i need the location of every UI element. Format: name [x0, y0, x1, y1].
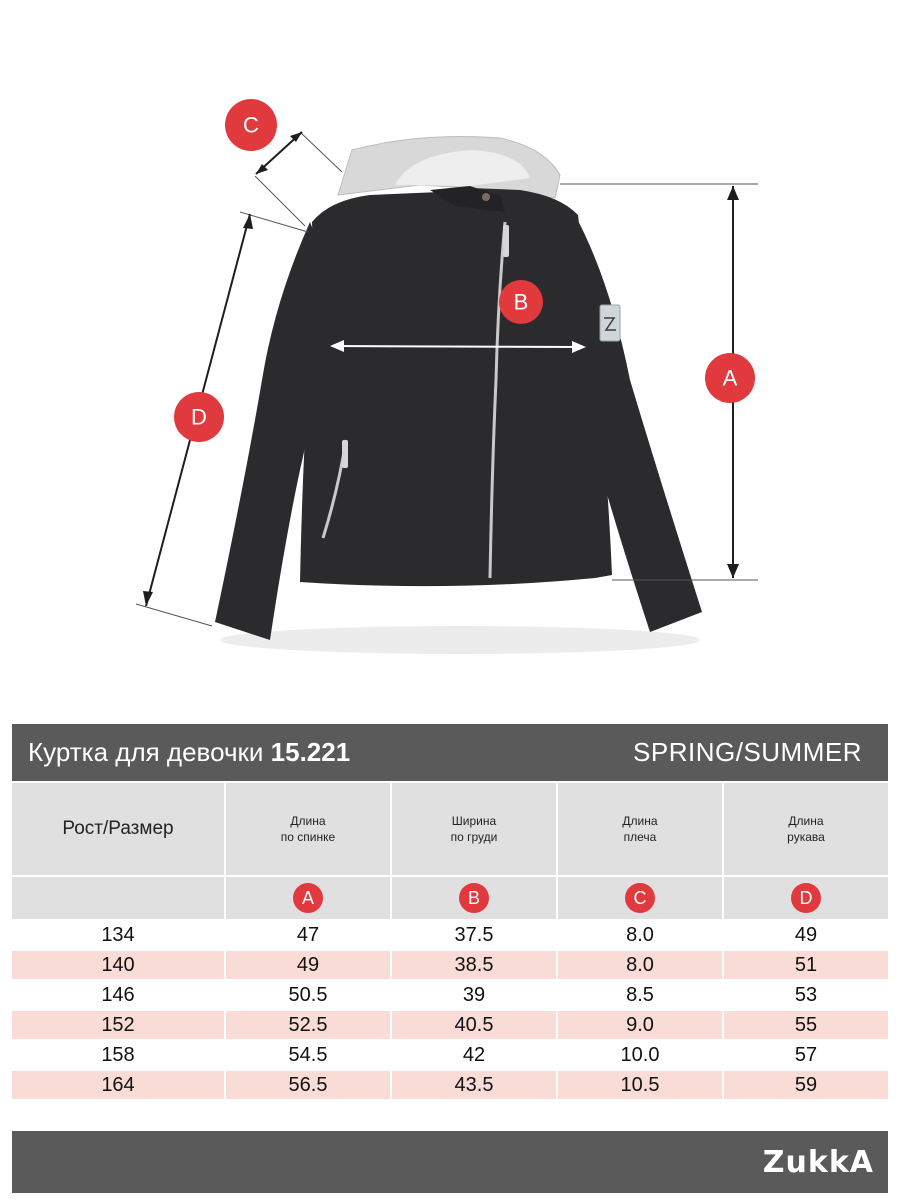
badge-a: A — [293, 883, 323, 913]
size-cell: 134 — [12, 921, 224, 949]
value-cell: 8.5 — [558, 981, 722, 1009]
size-chart-table — [12, 783, 888, 1099]
table-marker-row — [12, 877, 888, 919]
dim-c-extension-top — [300, 132, 342, 172]
dim-d-arrow-end — [143, 591, 153, 606]
table-row — [12, 1011, 888, 1039]
column-header-sleeve-length — [724, 783, 888, 875]
badge-c: C — [625, 883, 655, 913]
marker-a-label: A — [722, 365, 738, 391]
dim-d-extension-bottom — [136, 604, 212, 626]
jacket-body — [300, 188, 612, 586]
zipper-pull — [503, 225, 509, 257]
value-cell: 10.5 — [558, 1071, 722, 1099]
marker-d — [174, 392, 224, 442]
size-cell: 158 — [12, 1041, 224, 1069]
value-cell: 10.0 — [558, 1041, 722, 1069]
floor-shadow — [220, 626, 700, 654]
marker-a — [705, 353, 755, 403]
column-header-chest-width — [392, 783, 556, 875]
value-cell: 40.5 — [392, 1011, 556, 1039]
value-cell: 50.5 — [226, 981, 390, 1009]
value-cell: 49 — [226, 951, 390, 979]
value-cell: 43.5 — [392, 1071, 556, 1099]
value-cell: 54.5 — [226, 1041, 390, 1069]
col-d-line1: Длина — [788, 814, 824, 828]
product-model-number: 15.221 — [270, 737, 351, 767]
size-column-header: Рост/Размер — [12, 783, 224, 875]
brand-logo: ZukkA — [762, 1144, 874, 1180]
table-row — [12, 981, 888, 1009]
marker-d-label: D — [191, 404, 207, 430]
dim-a-arrow-start — [727, 186, 739, 200]
value-cell: 38.5 — [392, 951, 556, 979]
value-cell: 56.5 — [226, 1071, 390, 1099]
dim-a-arrow-end — [727, 564, 739, 578]
product-title-bar — [12, 724, 888, 781]
col-c-line1: Длина — [622, 814, 658, 828]
value-cell: 53 — [724, 981, 888, 1009]
size-cell: 152 — [12, 1011, 224, 1039]
dim-d-arrow-start — [243, 214, 253, 229]
table-row — [12, 1041, 888, 1069]
value-cell: 39 — [392, 981, 556, 1009]
value-cell: 49 — [724, 921, 888, 949]
season-label: SPRING/SUMMER — [633, 737, 862, 767]
col-a-line2: по спинке — [280, 830, 336, 844]
badge-b: B — [459, 883, 489, 913]
value-cell: 9.0 — [558, 1011, 722, 1039]
column-header-back-length — [226, 783, 390, 875]
value-cell: 59 — [724, 1071, 888, 1099]
table-row — [12, 921, 888, 949]
collar-snap — [482, 193, 490, 201]
size-cell: 146 — [12, 981, 224, 1009]
size-cell: 140 — [12, 951, 224, 979]
col-b-line2: по груди — [450, 830, 498, 844]
marker-cell-d — [724, 877, 888, 919]
marker-cell-c — [558, 877, 722, 919]
marker-cell-a — [226, 877, 390, 919]
badge-d: D — [791, 883, 821, 913]
marker-row-empty-cell — [12, 877, 224, 919]
dim-b-line — [332, 346, 584, 347]
value-cell: 8.0 — [558, 921, 722, 949]
value-cell: 55 — [724, 1011, 888, 1039]
pocket-zipper-pull — [342, 440, 348, 468]
marker-c — [225, 99, 277, 151]
value-cell: 42 — [392, 1041, 556, 1069]
marker-b — [499, 280, 543, 324]
table-row — [12, 951, 888, 979]
value-cell: 51 — [724, 951, 888, 979]
product-title-prefix: Куртка для девочки — [28, 737, 264, 767]
marker-cell-b — [392, 877, 556, 919]
value-cell: 8.0 — [558, 951, 722, 979]
value-cell: 47 — [226, 921, 390, 949]
col-b-line1: Ширина — [451, 814, 497, 828]
value-cell: 52.5 — [226, 1011, 390, 1039]
table-header-row — [12, 783, 888, 875]
value-cell: 57 — [724, 1041, 888, 1069]
size-cell: 164 — [12, 1071, 224, 1099]
column-header-shoulder-length — [558, 783, 722, 875]
table-row — [12, 1071, 888, 1099]
brand-footer-bar — [12, 1131, 888, 1193]
product-title — [28, 737, 350, 768]
col-c-line2: плеча — [623, 830, 657, 844]
marker-b-label: B — [513, 289, 529, 315]
marker-c-label: C — [243, 112, 259, 138]
col-a-line1: Длина — [290, 814, 326, 828]
value-cell: 37.5 — [392, 921, 556, 949]
col-d-line2: рукава — [787, 830, 825, 844]
